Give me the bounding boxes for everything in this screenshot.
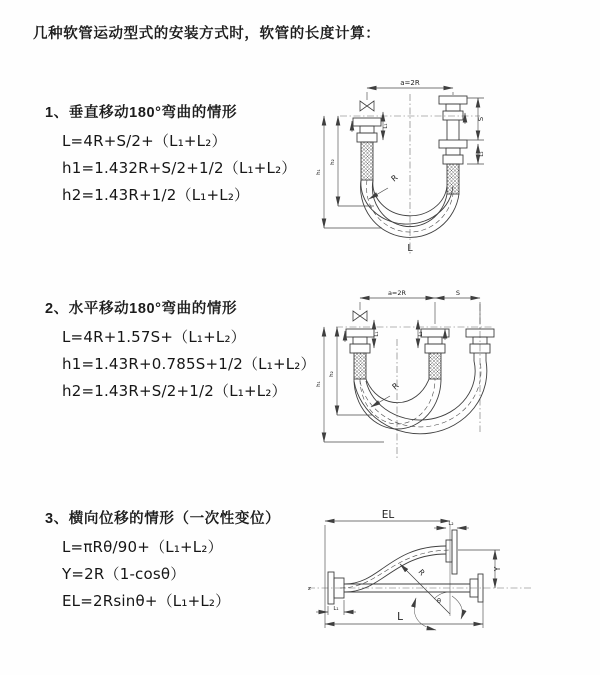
dim-label-s: S xyxy=(455,289,461,297)
formula-line: Y=2R（1-cosθ） xyxy=(62,565,186,583)
radius-label: R xyxy=(389,173,400,184)
dim-label-a2r: a=2R xyxy=(387,289,407,297)
length-label: L xyxy=(407,243,413,254)
formula-line: L=4R+1.57S+（L₁+L₂） xyxy=(62,328,246,346)
dim-label-l2: L₂ xyxy=(418,331,424,337)
angle-label: θ xyxy=(437,597,441,605)
section-2 xyxy=(45,300,315,400)
movement-arrows xyxy=(345,329,445,342)
section-2-heading: 2、水平移动180°弯曲的情形 xyxy=(45,301,238,317)
flange-fitting-right xyxy=(439,96,467,194)
dim-label-l1: L₁ xyxy=(383,123,389,129)
radius-label: R xyxy=(416,567,427,578)
formula-line: L=4R+S/2+（L₁+L₂） xyxy=(62,132,227,150)
diagram-1-vertical-bend xyxy=(308,76,594,262)
section-1 xyxy=(45,104,315,204)
dimension-lines xyxy=(324,298,480,442)
valve-icon xyxy=(353,311,367,321)
dim-label-h2: h₂ xyxy=(330,159,336,165)
formula-line: h1=1.43R+0.785S+1/2（L₁+L₂） xyxy=(62,355,316,373)
dim-label-l: L xyxy=(397,611,403,623)
dim-label-s: S xyxy=(477,116,485,122)
formula-line: h2=1.43R+S/2+1/2（L₁+L₂） xyxy=(62,382,287,400)
dim-label-l1: L₁ xyxy=(333,606,339,612)
flange-fitting-left xyxy=(353,118,381,180)
section-3-heading: 3、横向位移的情形（一次性变位） xyxy=(45,511,281,527)
dim-label-l1: L₁ xyxy=(374,331,380,337)
page-title: 几种软管运动型式的安装方式时，软管的长度计算： xyxy=(33,26,381,42)
dim-label-l2: L₂ xyxy=(448,521,454,527)
hose-s-curve xyxy=(340,546,452,592)
axis-mark: z xyxy=(308,586,311,592)
diagram-2-horizontal-bend xyxy=(308,284,594,466)
formula-line: h2=1.43R+1/2（L₁+L₂） xyxy=(62,186,250,204)
hose-u-bend-position-2 xyxy=(354,361,487,434)
section-1-heading: 1、垂直移动180°弯曲的情形 xyxy=(45,105,238,121)
flange-upper-right xyxy=(446,530,457,574)
formula-line: h1=1.432R+S/2+1/2（L₁+L₂） xyxy=(62,159,297,177)
dim-label-y: Y xyxy=(493,566,502,572)
diagram-3-lateral-displacement xyxy=(300,502,600,672)
dim-label-l2: L₂ xyxy=(479,151,485,157)
dim-label-h2: h₂ xyxy=(329,371,335,377)
flange-fitting-left xyxy=(346,329,374,379)
dim-label-h1: h₁ xyxy=(316,169,322,175)
formula-line: L=πRθ/90+（L₁+L₂） xyxy=(62,538,223,556)
radius-label: R xyxy=(390,381,401,392)
centerlines xyxy=(336,304,493,460)
dim-label-h1: h₁ xyxy=(316,381,322,387)
section-3 xyxy=(45,510,315,610)
valve-icon xyxy=(360,101,374,111)
dim-label-el: EL xyxy=(381,509,395,521)
dim-label-a2r: a=2R xyxy=(400,79,420,87)
formula-line: EL=2Rsinθ+（L₁+L₂） xyxy=(62,592,231,610)
dimension-lines xyxy=(316,521,500,628)
